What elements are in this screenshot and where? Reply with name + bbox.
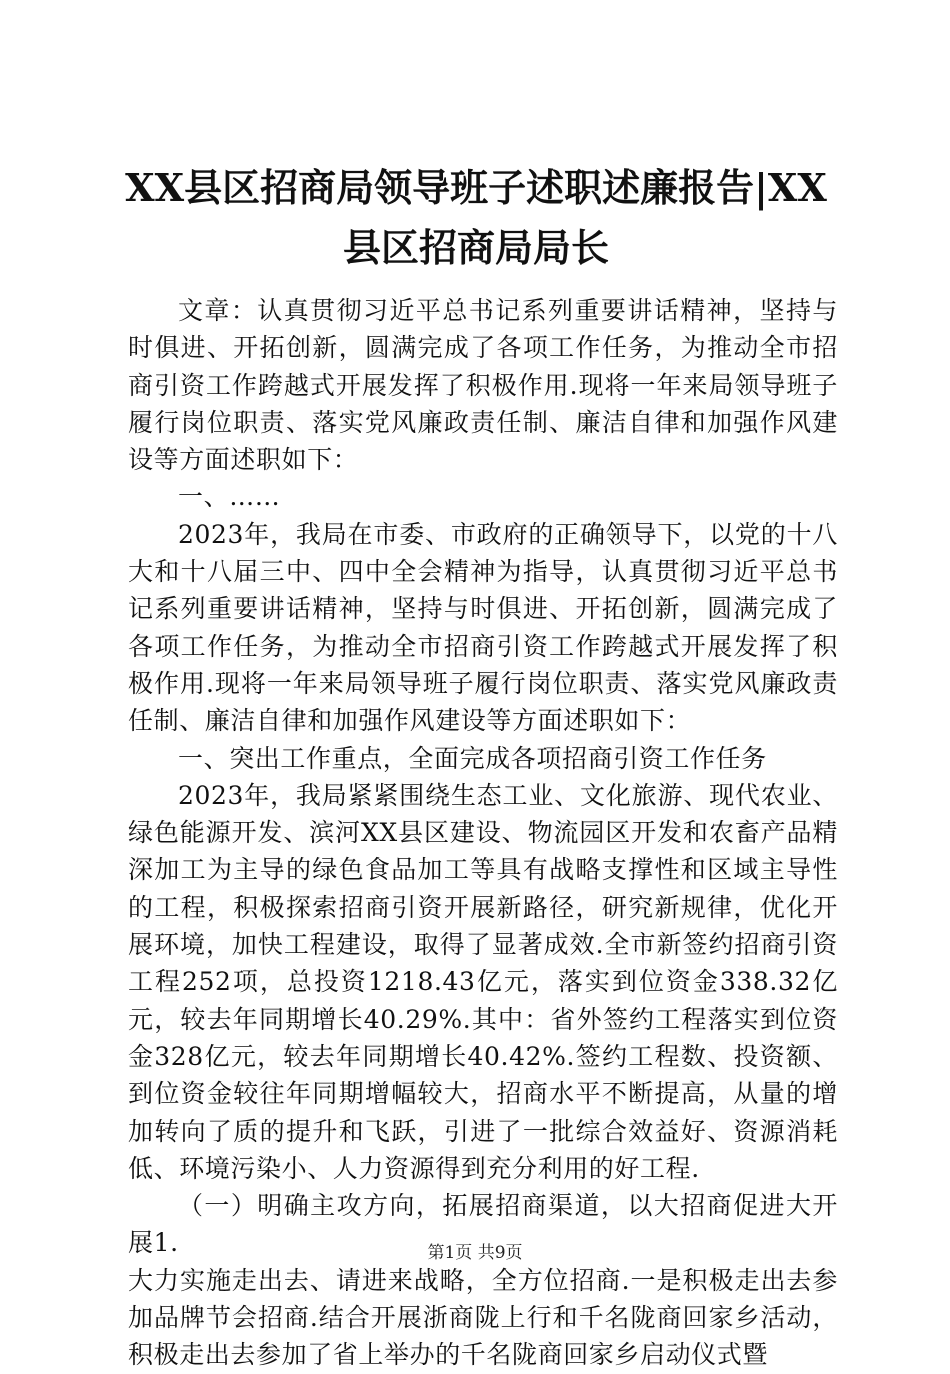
page-footer: 第1页 共9页	[427, 1243, 523, 1263]
paragraph-2023-overview: 2023年，我局在市委、市政府的正确领导下，以党的十八大和十八届三中、四中全会精神为指导，认真贯彻习近平总书记系列重要讲话精神，坚持与时俱进、开拓创新，圆满完成了各项工作任务，为推动全市招商引资工作跨越式开展发挥了积极作用.现将一年来局领导班子履行岗位职责、落实党风廉政责任制、廉洁自律和加强作风建设等方面述职如下：	[128, 519, 838, 736]
section-heading-1: 一、突出工作重点，全面完成各项招商引资工作任务	[178, 743, 767, 773]
subsection-heading-1: （一）明确主攻方向，拓展招商渠道，以大招商促进大开展1.	[128, 1191, 838, 1258]
paragraph-section-placeholder: 一、……	[178, 482, 281, 512]
document-title: XX县区招商局领导班子述职述廉报告|XX县区招商局局长	[125, 165, 827, 270]
document-body	[128, 292, 838, 1374]
paragraph-2023-results: 2023年，我局紧紧围绕生态工业、文化旅游、现代农业、绿色能源开发、滨河XX县区建设、物流园区开发和农畜产品精深加工为主导的绿色食品加工等具有战略支撑性和区域主导性的工程，积极探索招商引资开展新路径，研究新规律，优化开展环境，加快工程建设，取得了显著成效.全市新签约招商引资工程252项，总投资1218.43亿元，落实到位资金338.32亿元，较去年同期增长40.29%.其中：省外签约工程落实到位资金328亿元，较去年同期增长40.42%.签约工程数、投资额、到位资金较往年同期增幅较大，招商水平不断提高，从量的增加转向了质的提升和飞跃，引进了一批综合效益好、资源消耗低、环境污染小、人力资源得到充分利用的好工程.	[128, 780, 838, 1183]
paragraph-strategy: 大力实施走出去、请进来战略，全方位招商.一是积极走出去参加品牌节会招商.结合开展浙商陇上行和千名陇商回家乡活动，积极走出去参加了省上举办的千名陇商回家乡启动仪式暨	[128, 1265, 838, 1370]
paragraph-intro: 文章：认真贯彻习近平总书记系列重要讲话精神，坚持与时俱进、开拓创新，圆满完成了各项工作任务，为推动全市招商引资工作跨越式开展发挥了积极作用.现将一年来局领导班子履行岗位职责、落实党风廉政责任制、廉洁自律和加强作风建设等方面述职如下：	[128, 296, 838, 475]
